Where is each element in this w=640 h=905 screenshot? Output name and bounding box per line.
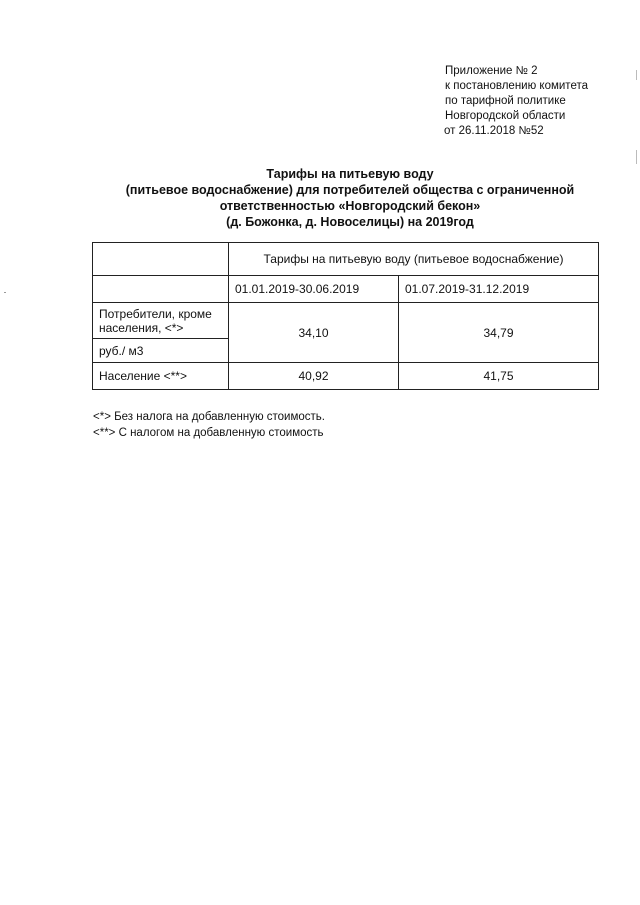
tariff-header-cell: Тарифы на питьевую воду (питьевое водоснабжение) <box>229 243 599 276</box>
consumers-value-first-half: 34,10 <box>229 303 399 363</box>
footnote-with-vat: <**> С налогом на добавленную стоимость <box>93 427 324 439</box>
title-line: ответственностью «Новгородский бекон» <box>219 199 481 213</box>
empty-corner-cell <box>93 243 229 276</box>
table-row-population <box>93 363 599 390</box>
appendix-line: Новгородской области <box>445 110 566 122</box>
title-line: (питьевое водоснабжение) для потребителей общества с ограниченной <box>125 183 575 197</box>
appendix-line: по тарифной политике <box>445 95 566 107</box>
period-cell-first-half: 01.01.2019-30.06.2019 <box>229 276 399 303</box>
population-value-first-half: 40,92 <box>229 363 399 390</box>
appendix-block <box>445 64 588 139</box>
table-header-row <box>93 243 599 276</box>
tariff-table <box>92 242 599 390</box>
period-row <box>93 276 599 303</box>
consumers-value-second-half: 34,79 <box>399 303 599 363</box>
population-label-cell: Население <**> <box>93 363 229 390</box>
consumers-label-line: населения, <*> <box>99 320 184 335</box>
footnotes-block <box>93 409 325 441</box>
scan-edge-mark <box>636 150 637 164</box>
population-value-second-half: 41,75 <box>399 363 599 390</box>
consumers-label-cell <box>93 303 229 339</box>
period-cell-second-half: 01.07.2019-31.12.2019 <box>399 276 599 303</box>
empty-period-label-cell <box>93 276 229 303</box>
footnote-without-vat: <*> Без налога на добавленную стоимость. <box>93 411 325 423</box>
appendix-line: Приложение № 2 <box>445 65 538 77</box>
unit-label-cell: руб./ м3 <box>93 339 229 363</box>
appendix-date-line: от 26.11.2018 №52 <box>444 125 544 137</box>
document-title <box>60 166 640 230</box>
table-row-consumers <box>93 303 599 339</box>
scan-edge-mark <box>636 70 637 80</box>
title-line: Тарифы на питьевую воду <box>266 167 434 181</box>
scan-margin-mark <box>4 292 6 293</box>
appendix-line: к постановлению комитета <box>445 80 588 92</box>
consumers-label-line: Потребители, кроме <box>99 306 212 321</box>
title-line: (д. Божонка, д. Новоселицы) на 2019год <box>226 215 474 229</box>
